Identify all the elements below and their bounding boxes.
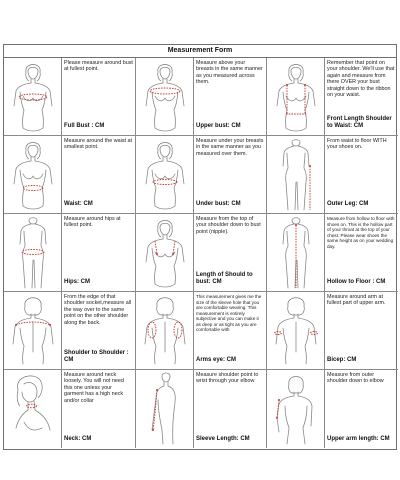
upper-arm-length-label: Upper arm length: CM: [327, 436, 390, 442]
upper-arm-length-cell: [325, 370, 398, 448]
bicep-cell: [325, 292, 398, 370]
arms-eye-description: This measurement gives me the size of the sleeve hole that you are comfortable wearing. This measurement is entirely subjective and you can make it as deep or as tight as you are comfortable with: [196, 294, 262, 332]
waist-label: Waist: CM: [64, 201, 93, 207]
shoulder-to-bust-figure: [136, 214, 194, 292]
form-title: Measurement Form: [4, 45, 396, 58]
sleeve-length-cell: [194, 370, 267, 448]
hips-figure: [4, 214, 62, 292]
arms-eye-label: Arms eye: CM: [196, 357, 237, 363]
bust-cell: [62, 58, 136, 136]
shoulder-to-shoulder-label: Shoulder to Shoulder : CM: [64, 350, 129, 363]
neck-description: Measure around neck loosely. You will not need this one unless your garment has a high neck and/or collar: [64, 372, 124, 404]
bust-description: Please measure around bust at fullest point.: [64, 60, 133, 73]
hollow-to-floor-label: Hollow to Floor : CM: [327, 279, 386, 285]
hollow-to-floor-figure: [267, 214, 325, 292]
hips-description: Measure around hips at fullest point.: [64, 216, 121, 229]
hollow-to-floor-cell: [325, 214, 398, 292]
upper-bust-description: Measure above your breasts in the same manner as you measured across them.: [196, 60, 263, 86]
outer-leg-cell: [325, 136, 398, 214]
shoulder-to-shoulder-description: From the edge of that shoulder socket,measure all the way over to the same point on the other shoulder along the back.: [64, 294, 132, 326]
under-bust-figure: [136, 136, 194, 214]
waist-figure: [4, 136, 62, 214]
bicep-label: Bicep: CM: [327, 357, 357, 363]
sleeve-length-description: Measure shoulder point to wrist through your elbow: [196, 372, 259, 385]
shoulder-to-shoulder-figure: [4, 292, 62, 370]
under-bust-label: Under bust: CM: [196, 201, 241, 207]
shoulder-to-shoulder-cell: [62, 292, 136, 370]
shoulder-to-waist-label: Front Length Shoulder to Waist: CM: [327, 116, 392, 129]
shoulder-to-waist-figure: [267, 58, 325, 136]
bust-label: Full Bust : CM: [64, 123, 105, 129]
upper-bust-label: Upper bust: CM: [196, 123, 241, 129]
shoulder-to-bust-cell: [194, 214, 267, 292]
outer-leg-label: Outer Leg: CM: [327, 201, 369, 207]
shoulder-to-waist-description: Remember that point on your shoulder. We'll use that again and measure from there OVER your bust straight down to the ribbon on your waist.: [327, 60, 395, 99]
under-bust-cell: [194, 136, 267, 214]
upper-arm-length-figure: [267, 370, 325, 448]
hips-cell: [62, 214, 136, 292]
neck-figure: [4, 370, 62, 448]
shoulder-to-bust-label: Length of Should to bust: CM: [196, 272, 253, 285]
outer-leg-figure: [267, 136, 325, 214]
under-bust-description: Measure under your breasts in the same manner as you measured over them.: [196, 138, 264, 157]
upper-bust-cell: [194, 58, 267, 136]
shoulder-to-bust-description: Measure from the top of your shoulder down to bust point (nipple).: [196, 216, 261, 235]
measurement-form: [3, 44, 397, 450]
hollow-to-floor-description: Measure from hollow to floor with shoes on. This is the hollow part of your throat at the top of your chest. Please wear shoes the same height as on your wedding day.: [327, 216, 395, 249]
neck-label: Neck: CM: [64, 436, 92, 442]
upper-arm-length-description: Measure from outer shoulder down to elbow: [327, 372, 384, 385]
upper-bust-figure: [136, 58, 194, 136]
bicep-description: Measure around arm at fullest part of upper arm.: [327, 294, 386, 307]
sleeve-length-label: Sleeve Length: CM: [196, 436, 250, 442]
arms-eye-cell: [194, 292, 267, 370]
waist-description: Measure around the waist at smallest point.: [64, 138, 133, 151]
sleeve-length-figure: [136, 370, 194, 448]
arms-eye-figure: [136, 292, 194, 370]
bicep-figure: [267, 292, 325, 370]
hips-label: Hips: CM: [64, 279, 90, 285]
outer-leg-description: From waist to floor WITH your shoes on.: [327, 138, 387, 151]
neck-cell: [62, 370, 136, 448]
shoulder-to-waist-cell: [325, 58, 398, 136]
bust-figure: [4, 58, 62, 136]
measurement-grid: [4, 58, 396, 448]
waist-cell: [62, 136, 136, 214]
